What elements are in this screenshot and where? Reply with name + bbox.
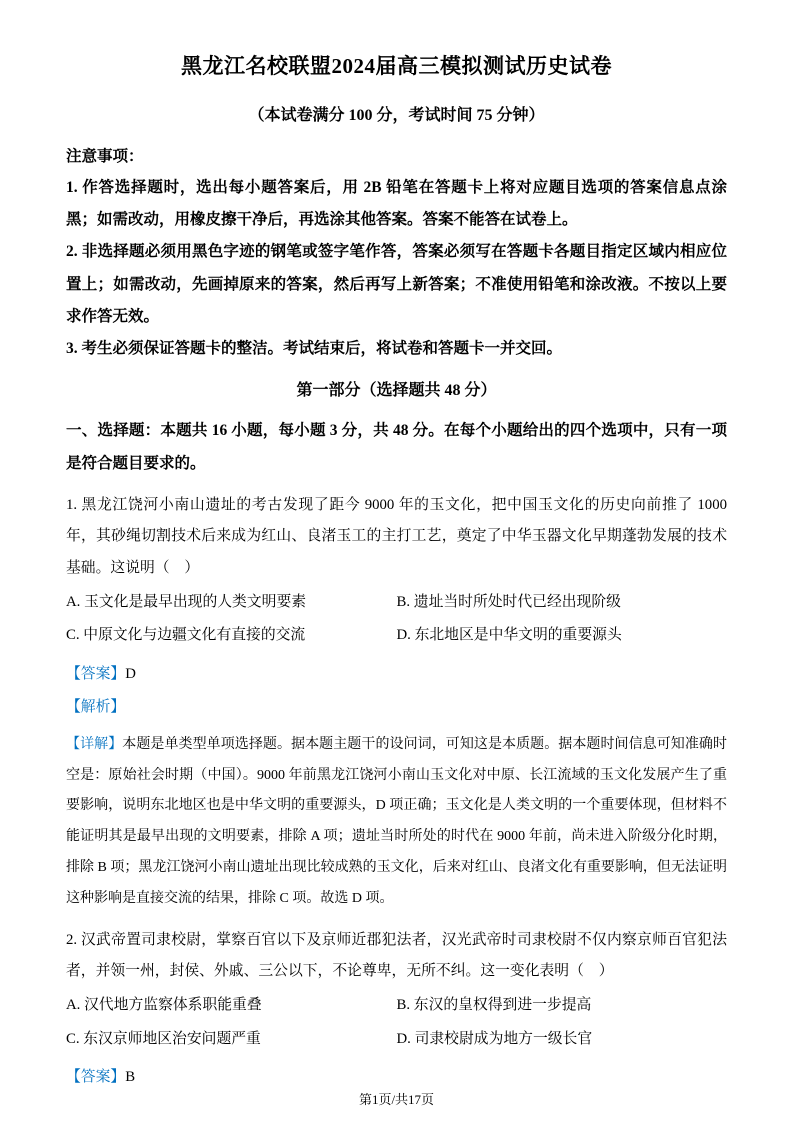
- page-footer: 第1页/共17页: [358, 1092, 435, 1107]
- question-2-options-row-ab: [66, 989, 727, 1022]
- notice-item-2: 2. 非选择题必须用黑色字迹的钢笔或签字笔作答，答案必须写在答题卡各题目指定区域内相应位置上；如需改动，先画掉原来的答案，然后再写上新答案；不准使用铅笔和涂改液。不按以上要求作答无效。: [66, 243, 727, 325]
- analysis-label: 【解析】: [66, 699, 126, 716]
- question-2-stem: 2. 汉武帝置司隶校尉，掌察百官以下及京师近郡犯法者，汉光武帝时司隶校尉不仅内察京师百官犯法者，并领一州，封侯、外戚、三公以下，不论尊卑，无所不纠。这一变化表明（ ）: [66, 931, 727, 979]
- question-1-option-a: A. 玉文化是最早出现的人类文明要素: [66, 593, 307, 610]
- question-2-option-b: B. 东汉的皇权得到进一步提高: [396, 997, 592, 1014]
- notice-item-1: 1. 作答选择题时，选出每小题答案后，用 2B 铅笔在答题卡上将对应题目选项的答案信息点涂黑；如需改动，用橡皮擦干净后，再选涂其他答案。答案不能答在试卷上。: [66, 179, 727, 229]
- question-1-analysis-line: [66, 696, 727, 720]
- question-2-answer-value: B: [125, 1068, 136, 1085]
- question-1-options-row-cd: [66, 619, 727, 652]
- question-2-option-a: A. 汉代地方监察体系职能重叠: [66, 997, 262, 1014]
- question-2: [66, 925, 727, 1090]
- question-1-option-b: B. 遗址当时所处时代已经出现阶级: [396, 593, 621, 610]
- question-1-answer-line: [66, 663, 727, 687]
- question-1-answer-value: D: [125, 665, 136, 682]
- question-1-stem: 1. 黑龙江饶河小南山遗址的考古发现了距今 9000 年的玉文化，把中国玉文化的历史向前推了 1000 年，其砂绳切割技术后来成为红山、良渚玉工的主打工艺，奠定了中华玉器文化早期蓬勃发展的技术基础。这说明（ ）: [66, 496, 727, 576]
- question-1-options-row-ab: [66, 586, 727, 619]
- question-1-detail-text: 本题是单类型单项选择题。据本题主题干的设问词，可知这是本质题。据本题时间信息可知准确时空是：原始社会时期（中国）。9000 年前黑龙江饶河小南山玉文化对中原、长江流域的玉文化发展产生了重要影响，说明东北地区也是中华文明的重要源头，D 项正确；玉文化是人类文明的一个重要体现，但材料不能证明其是最早出现的文明要素，排除 A 项；遗址当时所处的时代在 9000 年前，尚未进入阶级分化时期，排除 B 项；黑龙江饶河小南山遗址出现比较成熟的玉文化，后来对红山、良渚文化有重要影响，但无法证明这种影响是直接交流的结果，排除 C 项。故选 D 项。: [66, 736, 728, 906]
- notice-heading: 注意事项：: [66, 148, 144, 165]
- question-1-detail: [66, 730, 727, 915]
- page-title: 黑龙江名校联盟2024届高三模拟测试历史试卷: [181, 54, 612, 78]
- question-2-option-d: D. 司隶校尉成为地方一级长官: [396, 1030, 593, 1047]
- question-2-options-row-cd: [66, 1023, 727, 1056]
- question-1-option-c: C. 中原文化与边疆文化有直接的交流: [66, 627, 306, 644]
- notice-item-3: 3. 考生必须保证答题卡的整洁。考试结束后，将试卷和答题卡一并交回。: [66, 340, 563, 358]
- answer-label: 【答案】: [66, 665, 126, 682]
- section-intro: 一、选择题：本题共 16 小题，每小题 3 分，共 48 分。在每个小题给出的四个选项中，只有一项是符合题目要求的。: [66, 422, 727, 472]
- question-1: [66, 490, 727, 915]
- detail-label: 【详解】: [66, 736, 123, 752]
- question-2-answer-line: [66, 1066, 727, 1090]
- page-subtitle: （本试卷满分 100 分，考试时间 75 分钟）: [248, 107, 545, 124]
- section-heading: 第一部分（选择题共 48 分）: [296, 382, 497, 400]
- answer-label: 【答案】: [66, 1068, 126, 1085]
- question-2-option-c: C. 东汉京师地区治安问题严重: [66, 1030, 261, 1047]
- question-1-option-d: D. 东北地区是中华文明的重要源头: [396, 627, 622, 644]
